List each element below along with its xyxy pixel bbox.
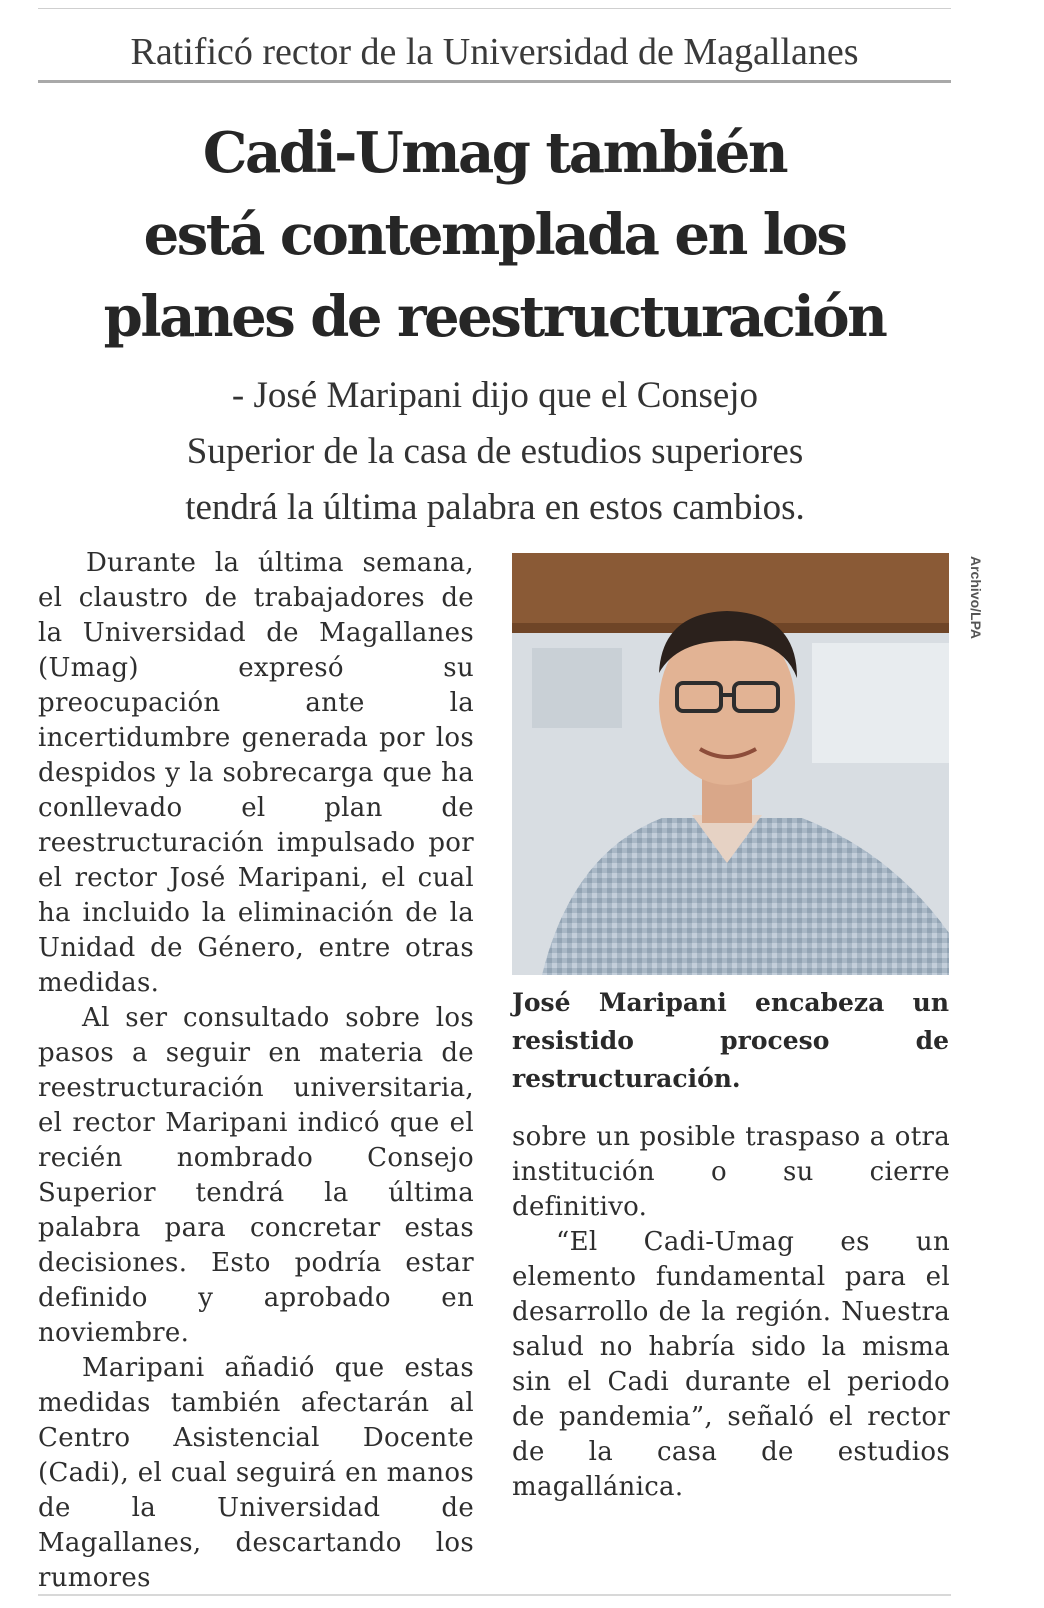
headline-line: está contemplada en los: [143, 202, 846, 268]
article-headline: [38, 112, 951, 358]
body-paragraph: Maripani añadió que estas medidas también afectarán al Centro Asistencial Docente (Cadi), el cual seguirá en manos de la Universidad de Magallanes, descartando los rumores: [38, 1353, 474, 1593]
headline-line: Cadi-Umag también: [202, 120, 787, 186]
subhead-line: Superior de la casa de estudios superiores: [186, 431, 804, 472]
rector-photo: [512, 553, 949, 975]
body-column-left: [38, 546, 474, 1596]
photo-caption: José Maripani encabeza un resistido proceso de restructuración.: [512, 988, 949, 1093]
body-paragraph: Al ser consultado sobre los pasos a seguir en materia de reestructuración universitaria, el rector Maripani indicó que el recién nombrado Consejo Superior tendrá la última palabra para concretar estas decisiones. Esto podría estar definido y aprobado en noviembre.: [38, 1003, 474, 1348]
subhead-line: - José Maripani dijo que el Consejo: [231, 375, 759, 416]
body-paragraph: sobre un posible traspaso a otra institución o su cierre definitivo.: [512, 1122, 950, 1222]
article-subhead: [80, 368, 910, 536]
portrait-illustration: [512, 553, 949, 975]
headline-line: planes de reestructuración: [103, 284, 886, 350]
kicker-rule: [38, 80, 951, 83]
body-paragraph: Durante la última semana, el claustro de trabajadores de la Universidad de Magallanes (Umag) expresó su preocupación ante la incertidumbre generada por los despidos y la sobrecarga que ha conllevado el plan de reestructuración impulsado por el rector José Maripani, el cual ha incluido la eliminación de la Unidad de Género, entre otras medidas.: [38, 548, 474, 998]
article-kicker: Ratificó rector de la Universidad de Magallanes: [130, 31, 859, 73]
photo-credit: [966, 556, 986, 686]
subhead-line: tendrá la última palabra en estos cambios.: [185, 487, 805, 528]
body-paragraph: “El Cadi-Umag es un elemento fundamental para el desarrollo de la región. Nuestra salud no habría sido la misma sin el Cadi durante el periodo de pandemia”, señaló el rector de la casa de estudios magallánica.: [512, 1227, 950, 1502]
top-rule: [38, 8, 951, 9]
body-column-right: [512, 1120, 950, 1505]
bottom-rule: [38, 1594, 951, 1596]
photo-credit-text: Archivo/LPA: [968, 556, 984, 639]
